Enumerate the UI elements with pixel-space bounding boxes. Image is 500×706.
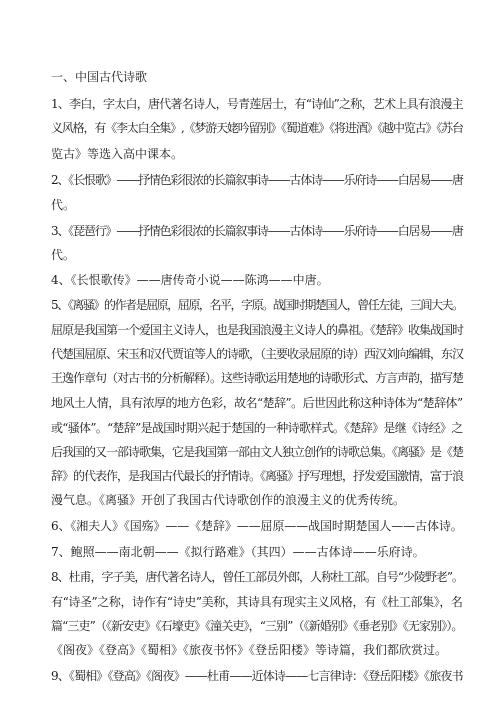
text-line: 7、鲍照——南北朝——《拟行路难》（其四）——古体诗——乐府诗。 <box>51 545 425 559</box>
text-line: 代。 <box>51 248 76 262</box>
text-line: 览古》等选入高中课本。 <box>51 147 184 161</box>
text-line: 辞》的代表作，是我国古代最长的抒情诗。《离骚》抒写理想，抒发爱国激情，富于浪 <box>51 469 464 483</box>
text-line: 8、杜甫，字子美，唐代著名诗人，曾任工部员外郎，人称杜工部。自号“少陵野老”。 <box>51 570 463 584</box>
text-line: 有“诗圣”之称，诗作有“诗史”美称，其诗具有现实主义风格，有《杜工部集》，名 <box>51 595 463 609</box>
text-line: 9、《蜀相》《登高》《阁夜》——杜甫——近体诗——七言律诗：《登岳阳楼》《旅夜书 <box>51 669 463 683</box>
text-line: 4、《长恨歌传》——唐传奇小说——陈鸿——中唐。 <box>51 273 329 287</box>
section-heading: 一、中国古代诗歌 <box>51 70 148 84</box>
text-line: 《阁夜》《登高》《蜀相》《旅夜书怀》《登岳阳楼》等诗篇，我们都欣赏过。 <box>51 643 448 657</box>
text-line: 代楚国屈原、宋玉和汉代贾谊等人的诗歌，（主要收录屈原的诗）西汉刘向编辑，东汉 <box>51 347 464 361</box>
text-line: 屈原是我国第一个爱国主义诗人，也是我国浪漫主义诗人的鼻祖。《楚辞》收集战国时 <box>51 323 464 337</box>
text-line: 2、《长恨歌》——抒情色彩很浓的长篇叙事诗——古体诗——乐府诗——白居易——唐 <box>51 173 463 187</box>
text-line: 篇“三吏”（《新安吏》《石壕吏》《潼关吏》，“三别”（《新婚别》《垂老别》《无家别》）。 <box>51 619 463 633</box>
text-line: 或“骚体”。“楚辞”是战国时期兴起于楚国的一种诗歌样式。《楚辞》是继《诗经》之 <box>51 421 463 435</box>
text-line: 后我国的又一部诗歌集，它是我国第一部由文人独立创作的诗歌总集。《离骚》是《楚 <box>51 445 464 459</box>
text-line: 5、《离骚》的作者是屈原，屈原，名平，字原。战国时期楚国人，曾任左徒，三闾大夫。 <box>51 298 463 312</box>
text-line: 3、《琵琶行》——抒情色彩很浓的长篇叙事诗——古体诗——乐府诗——白居易——唐 <box>51 224 463 238</box>
text-line: 地风土人情，具有浓厚的地方色彩，故名“楚辞”。后世因此称这种诗体为“楚辞体” <box>51 396 463 410</box>
text-line: 王逸作章句（对古书的分析解释）。这些诗歌运用楚地的诗歌形式、方言声韵，描写楚 <box>51 371 464 385</box>
text-line: 义风格，有《李太白全集》,《梦游天姥吟留别》《蜀道难》《将进酒》《越中览古》《苏台 <box>51 121 463 135</box>
text-line: 6、《湘夫人》《国殇》——《楚辞》——屈原——战国时期楚国人——古体诗。 <box>51 519 463 533</box>
text-line: 漫气息。《离骚》开创了我国古代诗歌创作的浪漫主义的优秀传统。 <box>51 493 406 507</box>
text-line: 代。 <box>51 198 76 212</box>
text-line: 1、李白，字太白，唐代著名诗人，号青莲居士，有“诗仙”之称，艺术上具有浪漫主 <box>51 97 463 111</box>
